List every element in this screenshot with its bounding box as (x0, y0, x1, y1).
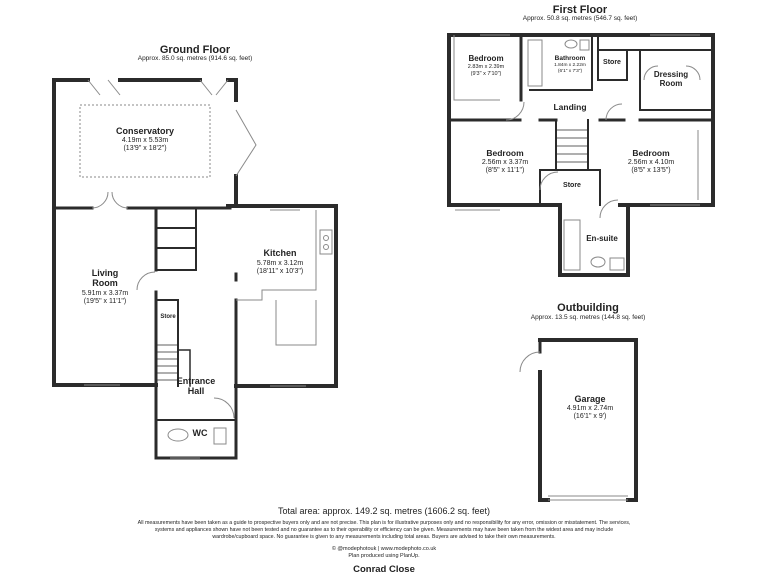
wc-label: WC (192, 428, 208, 438)
entrance-hall-label-line2: Hall (187, 386, 205, 396)
bedroom-right-label: Bedroom (632, 148, 670, 158)
living-room-label-line1: Living (91, 268, 119, 278)
garage-dim-metric: 4.91m x 2.74m (566, 405, 614, 412)
bedroom-left-dim-imperial: (8'5" x 11'1") (485, 167, 525, 174)
dressing-room-label-line2: Room (659, 79, 683, 88)
entrance-hall-label-line1: Entrance (176, 376, 216, 386)
disclaimer-line-1: All measurements have been taken as a guide to prospective buyers only and are not precise. This plan is for illustrative purposes only and no responsibility for any error, omission or misstatement. The services, (137, 520, 631, 526)
bedroom-small-dim-metric: 2.83m x 2.39m (467, 64, 505, 70)
property-address: Conrad Close (353, 564, 415, 575)
bedroom-right-dim-metric: 2.56m x 4.10m (627, 159, 675, 166)
first-floor-title: First Floor (552, 4, 608, 16)
living-room-dim-imperial: (19'5" x 11'1") (83, 298, 127, 305)
conservatory-label: Conservatory (115, 126, 175, 136)
bedroom-right-dim-imperial: (8'5" x 13'5") (631, 167, 671, 174)
ground-store-label: Store (160, 314, 176, 320)
outbuilding-fixtures (520, 352, 628, 500)
bedroom-small-dim-imperial: (9'3" x 7'10") (470, 71, 502, 77)
total-area: Total area: approx. 149.2 sq. metres (1606.2 sq. feet) (277, 506, 491, 516)
conservatory-dim-metric: 4.19m x 5.53m (121, 137, 169, 144)
conservatory-dim-imperial: (13'9" x 18'2") (123, 145, 167, 152)
credit-line-1: © @modephotouk | www.modephoto.co.uk (331, 546, 437, 552)
bathroom-label: Bathroom (554, 55, 586, 62)
credit-line-2: Plan produced using PlanUp. (348, 553, 420, 559)
garage-dim-imperial: (16'1" x 9') (573, 413, 607, 420)
bedroom-left-dim-metric: 2.56m x 3.37m (481, 159, 529, 166)
middle-store-label: Store (563, 182, 581, 189)
bedroom-small-label: Bedroom (468, 54, 504, 63)
living-room-dim-metric: 5.91m x 3.37m (81, 290, 129, 297)
upper-store-label: Store (603, 59, 621, 66)
ground-floor-title: Ground Floor (159, 44, 231, 56)
living-room-label-line2: Room (92, 278, 118, 288)
bathroom-dim-metric: 1.84m x 2.22m (554, 63, 586, 68)
ground-floor-area: Approx. 85.0 sq. metres (914.6 sq. feet) (137, 55, 253, 62)
disclaimer-line-3: wardrobe/cupboard space. No guarantee is given to any measurements including total areas. Buyers are advised to take their own measurements. (212, 534, 556, 540)
bathroom-dim-imperial: (6'1" x 7'3") (557, 69, 583, 74)
outbuilding-area: Approx. 13.5 sq. metres (144.8 sq. feet) (530, 314, 646, 321)
outbuilding-title: Outbuilding (557, 302, 619, 314)
en-suite-label: En-suite (586, 234, 618, 243)
disclaimer-line-2: systems and appliances shown have not been tested and no guarantee as to their operability or efficiency can be given. Measurements may have been taken from the widest area and may include (154, 527, 614, 533)
kitchen-dim-imperial: (18'11" x 10'3") (256, 268, 304, 275)
kitchen-dim-metric: 5.78m x 3.12m (256, 260, 304, 267)
kitchen-label: Kitchen (263, 248, 297, 258)
dressing-room-label-line1: Dressing (653, 70, 689, 79)
first-floor-area: Approx. 50.8 sq. metres (546.7 sq. feet) (522, 15, 638, 22)
bedroom-left-label: Bedroom (486, 148, 524, 158)
garage-label: Garage (574, 394, 606, 404)
landing-label: Landing (553, 102, 587, 112)
